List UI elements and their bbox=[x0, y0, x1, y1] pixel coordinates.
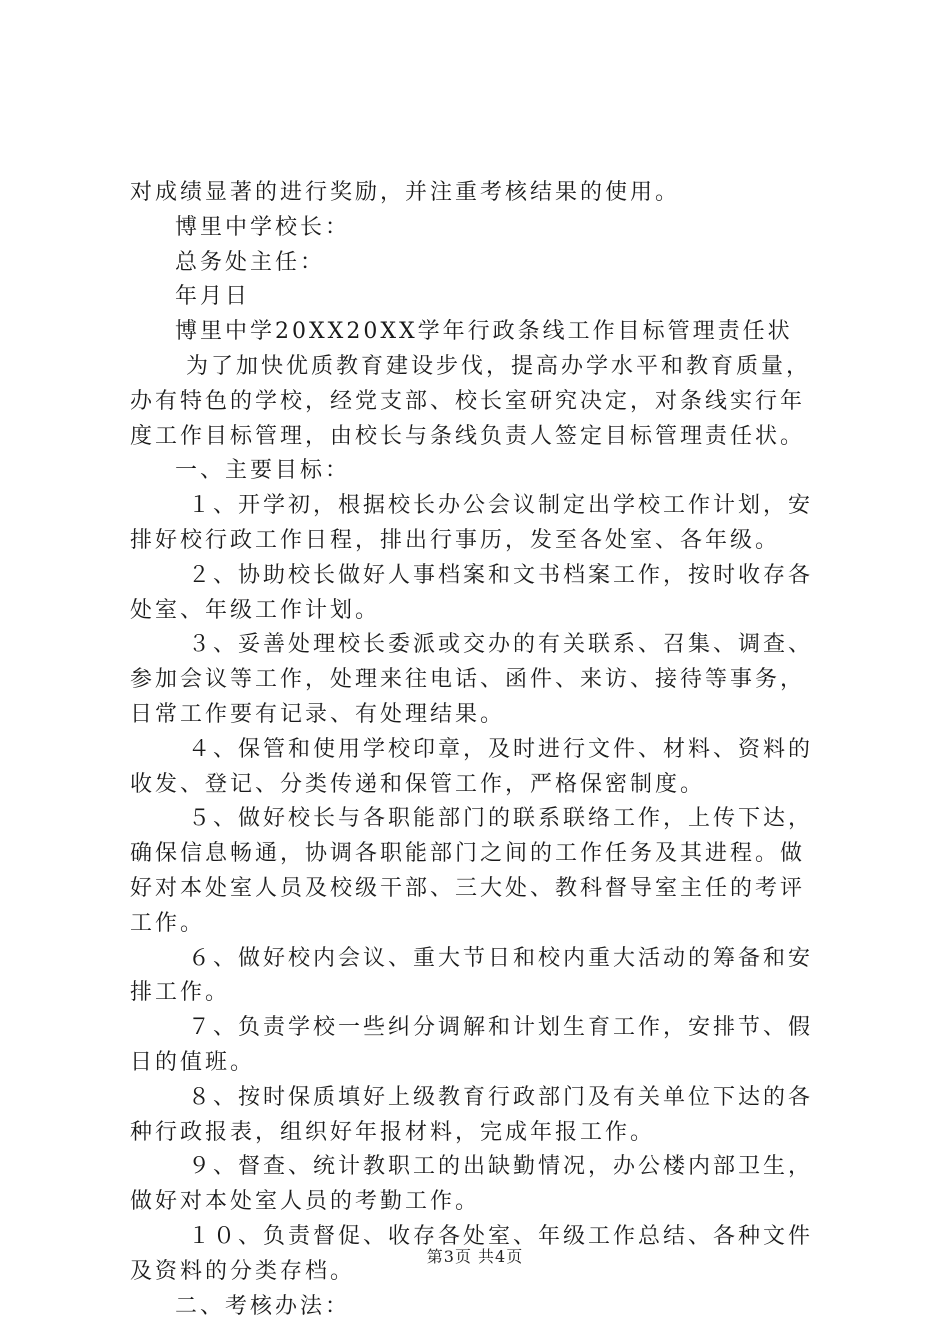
signature-principal: 博里中学校长： bbox=[175, 214, 351, 240]
list-item: ６、做好校内会议、重大节日和校内重大活动的筹备和安 bbox=[188, 945, 814, 971]
text-line: 确保信息畅通，协调各职能部门之间的工作任务及其进程。做 bbox=[130, 841, 806, 867]
list-item: ７、负责学校一些纠分调解和计划生育工作，安排节、假 bbox=[188, 1015, 814, 1041]
text-line: 工作。 bbox=[130, 910, 206, 936]
section-heading: 一、主要目标： bbox=[175, 458, 351, 484]
signature-director: 总务处主任： bbox=[175, 249, 326, 275]
text-line: 收发、登记、分类传递和保管工作，严格保密制度。 bbox=[130, 771, 706, 797]
text-line: 排工作。 bbox=[130, 980, 231, 1006]
list-item: ９、督查、统计教职工的出缺勤情况，办公楼内部卫生， bbox=[188, 1154, 814, 1180]
section-heading: 二、考核办法： bbox=[175, 1293, 351, 1319]
text-line: 为了加快优质教育建设步伐，提高办学水平和教育质量， bbox=[186, 353, 812, 379]
text-line: 做好对本处室人员的考勤工作。 bbox=[130, 1189, 481, 1215]
text-line: 排好校行政工作日程，排出行事历，发至各处室、各年级。 bbox=[130, 527, 781, 553]
list-item: ３、妥善处理校长委派或交办的有关联系、召集、调查、 bbox=[188, 632, 814, 658]
page-number-footer: 第3页 共4页 bbox=[426, 1247, 524, 1266]
text-line: 办有特色的学校，经党支部、校长室研究决定，对条线实行年 bbox=[130, 388, 806, 414]
text-line: 对成绩显著的进行奖励，并注重考核结果的使用。 bbox=[130, 180, 681, 205]
text-line: 度工作目标管理，由校长与条线负责人签定目标管理责任状。 bbox=[130, 423, 806, 449]
list-item: ８、按时保质填好上级教育行政部门及有关单位下达的各 bbox=[188, 1084, 814, 1110]
list-item: ２、协助校长做好人事档案和文书档案工作，按时收存各 bbox=[188, 562, 814, 588]
text-line: 日的值班。 bbox=[130, 1049, 256, 1075]
text-line: 种行政报表，组织好年报材料，完成年报工作。 bbox=[130, 1119, 656, 1145]
document-body bbox=[130, 176, 830, 1324]
date-line: 年月日 bbox=[175, 284, 251, 310]
list-item: ５、做好校长与各职能部门的联系联络工作，上传下达， bbox=[188, 806, 814, 832]
text-line: 参加会议等工作，处理来往电话、函件、来访、接待等事务， bbox=[130, 667, 806, 693]
text-line: 日常工作要有记录、有处理结果。 bbox=[130, 701, 506, 727]
list-item: １０、负责督促、收存各处室、年级工作总结、各种文件 bbox=[188, 1223, 814, 1249]
list-item: １、开学初，根据校长办公会议制定出学校工作计划，安 bbox=[188, 493, 814, 519]
document-title: 博里中学20XX20XX学年行政条线工作目标管理责任状 bbox=[175, 319, 793, 345]
list-item: ４、保管和使用学校印章，及时进行文件、材料、资料的 bbox=[188, 736, 814, 762]
text-line: 及资料的分类存档。 bbox=[130, 1258, 356, 1284]
text-line: 处室、年级工作计划。 bbox=[130, 597, 381, 623]
text-line: 好对本处室人员及校级干部、三大处、教科督导室主任的考评 bbox=[130, 875, 806, 901]
